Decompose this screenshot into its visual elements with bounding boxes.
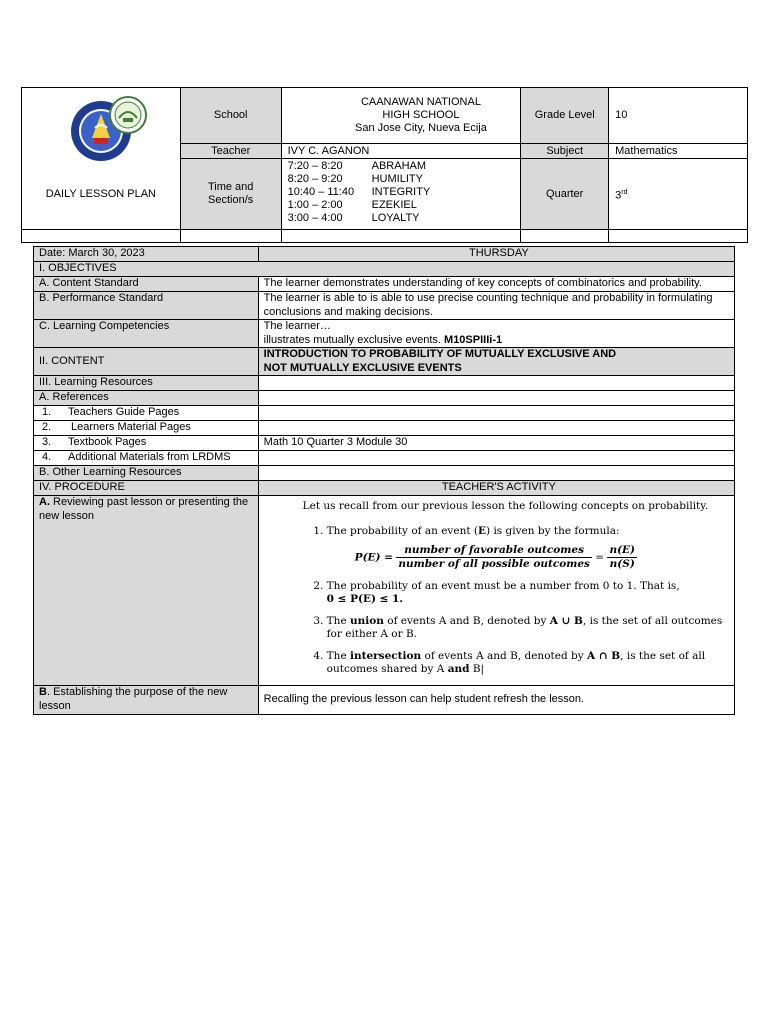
schedule-row bbox=[288, 199, 521, 212]
recall-text: The probability of an event must be a number from 0 to 1. That is, bbox=[326, 580, 680, 592]
school-address: San Jose City, Nueva Ecija bbox=[355, 122, 487, 135]
recall-bold: A ∩ B bbox=[587, 650, 621, 662]
resources-value bbox=[258, 376, 734, 391]
ref-learners-material bbox=[34, 421, 259, 436]
other-resources-label: B. Other Learning Resources bbox=[34, 466, 259, 481]
ref-number: 2. bbox=[42, 421, 52, 433]
header-table bbox=[21, 87, 748, 243]
recall-item bbox=[327, 650, 734, 676]
recall-box bbox=[259, 496, 734, 676]
date-cell: Date: March 30, 2023 bbox=[34, 247, 259, 262]
schedule-row bbox=[288, 186, 521, 199]
recall-bold: intersection bbox=[350, 650, 422, 662]
objectives-heading: I. OBJECTIVES bbox=[34, 262, 735, 277]
competencies-label: C. Learning Competencies bbox=[34, 320, 259, 348]
step-a-label bbox=[34, 496, 259, 686]
references-value bbox=[258, 391, 734, 406]
time-label-line1: Time and bbox=[207, 181, 254, 194]
spacer-cell bbox=[22, 229, 181, 242]
recall-text: The probability of an event ( bbox=[326, 525, 478, 537]
school-logo bbox=[109, 96, 147, 134]
ref-number: 3. bbox=[42, 436, 52, 448]
recall-text: , is the set of all outcomes for either A or B. bbox=[326, 615, 723, 640]
formula-numerator-short: n(E) bbox=[609, 544, 636, 556]
schedule-row bbox=[288, 173, 521, 186]
grade-label: Grade Level bbox=[521, 88, 609, 144]
ref-label: Teachers Guide Pages bbox=[68, 406, 180, 418]
teacher-value: IVY C. AGANON bbox=[281, 144, 521, 159]
formula-lhs: P(E) = bbox=[354, 551, 393, 564]
content-value bbox=[258, 348, 734, 376]
step-a-text: Reviewing past lesson or presenting the new lesson bbox=[39, 496, 249, 522]
schedule-time: 7:20 – 8:20 bbox=[287, 160, 343, 173]
spacer-cell bbox=[281, 229, 521, 242]
ref-textbook bbox=[34, 436, 259, 451]
other-resources-value bbox=[258, 466, 734, 481]
time-label-line2: Section/s bbox=[208, 194, 254, 207]
ref-teachers-guide-value bbox=[258, 406, 734, 421]
recall-intro: Let us recall from our previous lesson the following concepts on probability. bbox=[302, 500, 709, 512]
competency-code: M10SPIIIi-1 bbox=[444, 333, 503, 346]
spacer-cell bbox=[609, 229, 748, 242]
probability-formula bbox=[355, 544, 734, 571]
recall-bold: 0 ≤ P(E) ≤ 1. bbox=[326, 593, 403, 605]
recall-bold: union bbox=[350, 615, 384, 627]
schedule-section: EZEKIEL bbox=[371, 199, 417, 212]
recall-item bbox=[327, 615, 734, 641]
formula-denominator: number of all possible outcomes bbox=[398, 558, 590, 570]
procedure-label: IV. PROCEDURE bbox=[34, 481, 259, 496]
school-name-line1: CAANAWAN NATIONAL bbox=[360, 96, 481, 109]
schedule-section: LOYALTY bbox=[371, 212, 420, 225]
schedule-row bbox=[288, 160, 521, 173]
spacer-cell bbox=[521, 229, 609, 242]
content-title-line2: NOT MUTUALLY EXCLUSIVE EVENTS bbox=[263, 361, 462, 374]
ref-additional-materials-value bbox=[258, 451, 734, 466]
schedule-time: 1:00 – 2:00 bbox=[287, 199, 343, 212]
performance-standard-label: B. Performance Standard bbox=[34, 292, 259, 320]
schedule-time: 10:40 – 11:40 bbox=[287, 186, 355, 199]
schedule-time: 8:20 – 9:20 bbox=[287, 173, 343, 186]
quarter-number: 3 bbox=[615, 189, 622, 202]
competency-text: illustrates mutually exclusive events. bbox=[263, 333, 441, 346]
step-b-value: Recalling the previous lesson can help student refresh the lesson. bbox=[258, 686, 734, 715]
schedule-section: INTEGRITY bbox=[371, 186, 431, 199]
logo-cell bbox=[22, 88, 181, 230]
step-b-label bbox=[34, 686, 259, 715]
content-label: II. CONTENT bbox=[34, 348, 259, 376]
recall-text: B| bbox=[469, 663, 485, 675]
competencies-value bbox=[258, 320, 734, 348]
schedule-section: ABRAHAM bbox=[371, 160, 427, 173]
recall-text: , is the set of all outcomes shared by A bbox=[326, 650, 706, 675]
schedule-cell bbox=[281, 159, 521, 229]
recall-bold: E bbox=[478, 525, 487, 537]
content-standard-value: The learner demonstrates understanding of key concepts of combinatorics and probability. bbox=[258, 277, 734, 292]
school-cell bbox=[281, 88, 521, 144]
ref-number: 1. bbox=[42, 406, 52, 418]
recall-list bbox=[303, 525, 734, 676]
ref-textbook-value: Math 10 Quarter 3 Module 30 bbox=[258, 436, 734, 451]
quarter-suffix: rd bbox=[621, 188, 628, 196]
references-label: A. References bbox=[34, 391, 259, 406]
schedule-section: HUMILITY bbox=[371, 173, 423, 186]
recall-bold: A ∪ B bbox=[549, 615, 583, 627]
quarter-value bbox=[609, 159, 748, 229]
ref-teachers-guide bbox=[34, 406, 259, 421]
step-b-text: . Establishing the purpose of the new lesson bbox=[39, 686, 228, 712]
time-label bbox=[180, 159, 281, 229]
recall-item bbox=[327, 580, 734, 606]
schedule-time: 3:00 – 4:00 bbox=[287, 212, 343, 225]
ref-label: Additional Materials from LRDMS bbox=[68, 451, 231, 463]
quarter-label: Quarter bbox=[521, 159, 609, 229]
formula-denominator-short: n(S) bbox=[609, 558, 635, 570]
teachers-activity-heading: TEACHER'S ACTIVITY bbox=[258, 481, 734, 496]
ref-additional-materials bbox=[34, 451, 259, 466]
subject-label: Subject bbox=[521, 144, 609, 159]
formula-numerator: number of favorable outcomes bbox=[396, 544, 592, 558]
ref-label: Textbook Pages bbox=[68, 436, 147, 448]
step-a-content bbox=[258, 496, 734, 686]
performance-standard-value: The learner is able to is able to use precise counting technique and probability in formulating conclusions and making decisions. bbox=[258, 292, 734, 320]
recall-text: of events A and B, denoted by bbox=[383, 615, 550, 627]
resources-label: III. Learning Resources bbox=[34, 376, 259, 391]
formula-equals: = bbox=[595, 551, 605, 564]
competencies-line2 bbox=[264, 334, 734, 348]
recall-text: The bbox=[326, 650, 350, 662]
ref-number: 4. bbox=[42, 451, 52, 463]
recall-text: of events A and B, denoted by bbox=[421, 650, 588, 662]
content-standard-label: A. Content Standard bbox=[34, 277, 259, 292]
recall-item bbox=[327, 525, 734, 571]
day-cell: THURSDAY bbox=[258, 247, 734, 262]
competencies-line1: The learner… bbox=[263, 320, 331, 332]
step-b-letter: B bbox=[39, 686, 47, 698]
doc-title: DAILY LESSON PLAN bbox=[45, 188, 156, 200]
formula-fraction bbox=[396, 544, 592, 571]
ref-learners-material-value bbox=[258, 421, 734, 436]
grade-value: 10 bbox=[609, 88, 748, 144]
teacher-label: Teacher bbox=[180, 144, 281, 159]
school-name-line2: HIGH SCHOOL bbox=[382, 109, 460, 122]
formula-fraction-short bbox=[607, 544, 637, 571]
content-title-line1: INTRODUCTION TO PROBABILITY OF MUTUALLY EXCLUSIVE AND bbox=[263, 348, 617, 360]
school-label: School bbox=[180, 88, 281, 144]
subject-value: Mathematics bbox=[609, 144, 748, 159]
step-a-letter: A. bbox=[39, 496, 50, 508]
spacer-cell bbox=[180, 229, 281, 242]
ref-label: Learners Material Pages bbox=[71, 421, 191, 433]
recall-text: The bbox=[326, 615, 350, 627]
recall-text: ) is given by the formula: bbox=[486, 525, 620, 537]
lesson-plan-table bbox=[33, 246, 735, 715]
recall-bold: and bbox=[447, 663, 470, 675]
schedule-row bbox=[288, 212, 521, 225]
